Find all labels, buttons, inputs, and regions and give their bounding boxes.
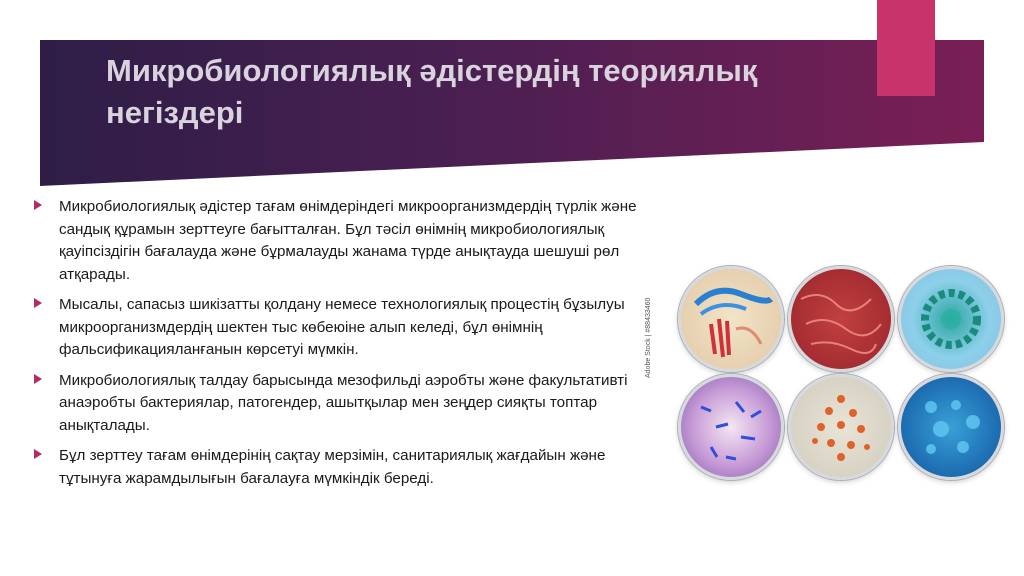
colony-pattern-icon: [791, 377, 891, 477]
petri-dish: [678, 374, 784, 480]
bullet-item: [34, 445, 649, 490]
triangle-bullet-icon: [34, 374, 42, 384]
bullet-list: [34, 196, 649, 498]
image-watermark: Adobe Stock | #88433460: [645, 297, 652, 378]
colony-pattern-icon: [901, 269, 1001, 369]
bullet-text: Мысалы, сапасыз шикізатты қолдану немесе технологиялық процестің бұзылуы микроорганизмдердің шектен тыс көбеюіне алып келеді, бұл өнімнің фальсификацияланғанын көрсетуі мүмкін.: [59, 296, 625, 358]
bullet-item: [34, 370, 649, 438]
colony-pattern-icon: [681, 377, 781, 477]
petri-dishes-image: [670, 250, 1024, 470]
colony-pattern-icon: [901, 377, 1001, 477]
accent-bar: [877, 0, 935, 96]
petri-dish: [898, 266, 1004, 372]
colony-pattern-icon: [681, 269, 781, 369]
petri-dish: [898, 374, 1004, 480]
petri-dish: [678, 266, 784, 372]
bullet-item: [34, 196, 649, 286]
petri-dish: [788, 266, 894, 372]
bullet-item: [34, 294, 649, 362]
colony-pattern-icon: [791, 269, 891, 369]
bullet-text: Микробиологиялық әдістер тағам өнімдеріндегі микроорганизмдердің түрлік және сандық құрамын зерттеуге бағытталған. Бұл тәсіл өнімнің микробиологиялық қауіпсіздігін бағалауда және бұрмалауды жанама түрде анықтауда шешуші рөл атқарады.: [59, 198, 637, 283]
triangle-bullet-icon: [34, 449, 42, 459]
slide-title: Микробиологиялық әдістердің теориялық негіздері: [106, 53, 758, 130]
triangle-bullet-icon: [34, 298, 42, 308]
bullet-text: Бұл зерттеу тағам өнімдерінің сақтау мерзімін, санитариялық жағдайын және тұтынуға жарамдылығын бағалауға мүмкіндік береді.: [59, 447, 606, 487]
petri-dish: [788, 374, 894, 480]
triangle-bullet-icon: [34, 200, 42, 210]
bullet-text: Микробиологиялық талдау барысында мезофильді аэробты және факультативті анаэробты бактериялар, патогендер, ашытқылар мен зеңдер сияқты топтар анықталады.: [59, 371, 628, 434]
